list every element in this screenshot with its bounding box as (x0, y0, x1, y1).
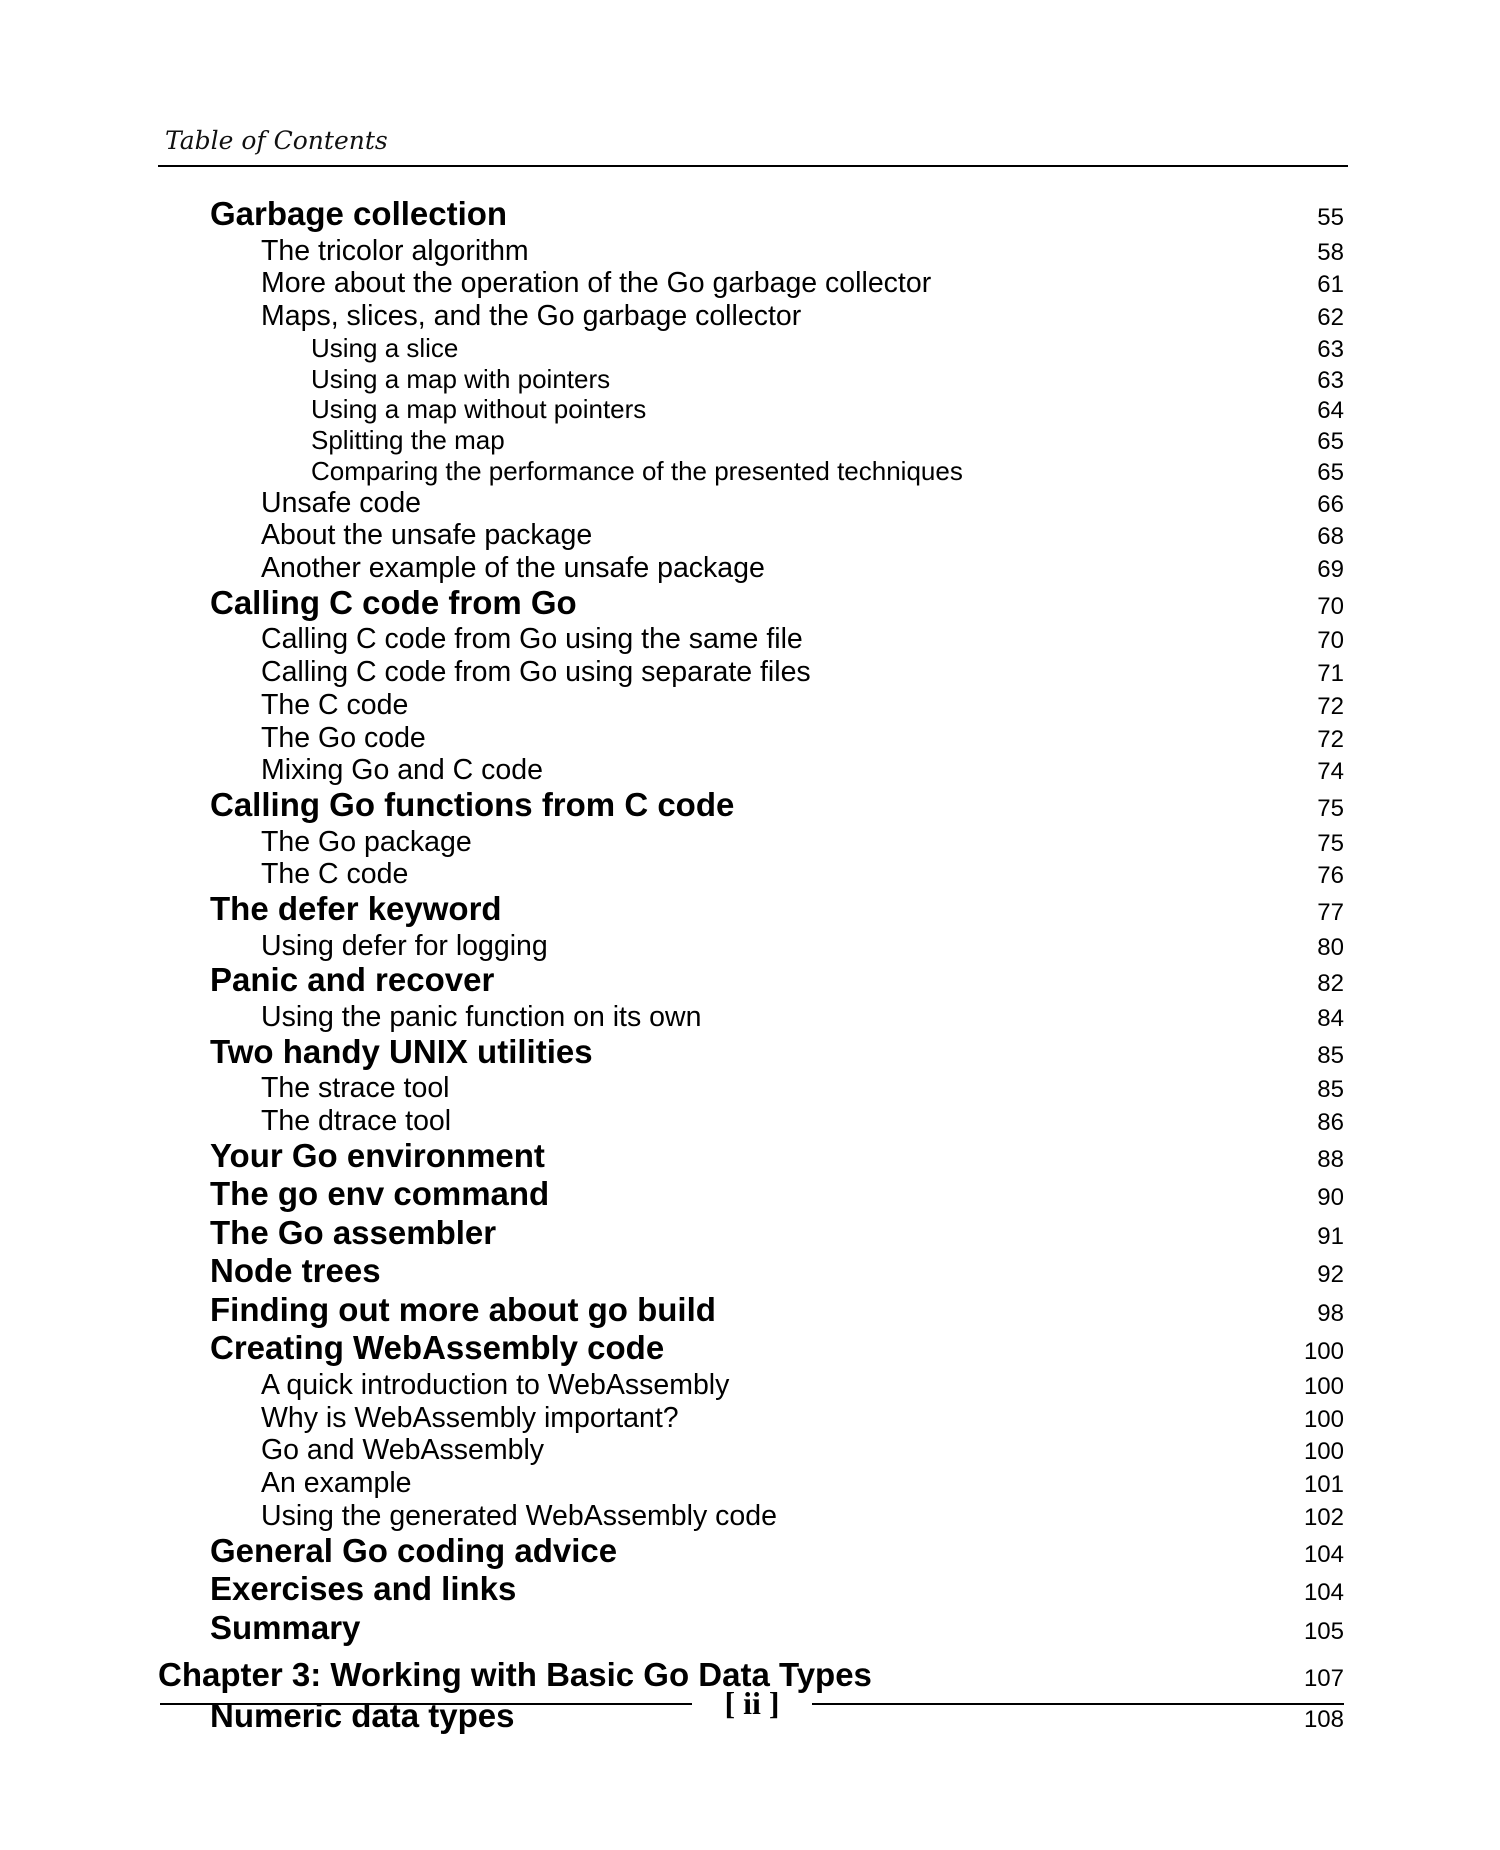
toc-entry-page-number: 74 (1317, 758, 1344, 786)
toc-entry[interactable] (158, 1370, 1344, 1403)
toc-entry[interactable] (158, 1501, 1344, 1534)
toc-entry-title: About the unsafe package (261, 519, 593, 552)
toc-entry-title: Panic and recover (210, 961, 495, 999)
toc-entry-title: The tricolor algorithm (261, 234, 529, 267)
toc-entry[interactable] (158, 1213, 1344, 1255)
toc-entry-page-number: 70 (1317, 627, 1344, 655)
toc-entry-title: Calling C code from Go (210, 583, 577, 621)
toc-entry-title: The dtrace tool (261, 1104, 452, 1137)
header-rule (158, 165, 1348, 167)
toc-entry[interactable] (158, 1331, 1344, 1370)
toc-entry-page-number: 75 (1317, 829, 1344, 857)
toc-entry[interactable] (158, 785, 1344, 827)
toc-entry-title: Splitting the map (311, 425, 505, 456)
toc-entry-page-number: 105 (1303, 1617, 1344, 1645)
toc-entry-title: Using a map with pointers (311, 363, 611, 394)
toc-entry-title: Using the panic function on its own (261, 1000, 702, 1033)
toc-entry-page-number: 77 (1317, 898, 1344, 926)
toc-entry-title: General Go coding advice (210, 1531, 618, 1569)
toc-entry-title: The Go package (261, 825, 472, 858)
toc-entry-page-number: 84 (1317, 1004, 1344, 1032)
toc-entry[interactable] (158, 301, 1344, 334)
toc-entry-page-number: 85 (1317, 1076, 1344, 1104)
toc-entry-page-number: 85 (1317, 1041, 1344, 1069)
toc-entry[interactable] (158, 1254, 1344, 1293)
toc-entry[interactable] (158, 268, 1344, 301)
toc-entry[interactable] (158, 197, 1344, 236)
toc-entry[interactable] (158, 889, 1344, 931)
toc-entry-page-number: 100 (1303, 1438, 1344, 1466)
toc-entry-page-number: 69 (1317, 556, 1344, 584)
toc-entry-page-number: 68 (1317, 523, 1344, 551)
toc-entry-title: The C code (261, 688, 409, 721)
toc-entry-page-number: 72 (1317, 725, 1344, 753)
toc-entry[interactable] (158, 520, 1344, 553)
footer-rule-right (812, 1703, 1344, 1705)
toc-entry-title: Go and WebAssembly (261, 1434, 545, 1467)
toc-entry-page-number: 75 (1317, 794, 1344, 822)
table-of-contents (158, 197, 1344, 1738)
toc-entry-title: Using a slice (311, 332, 459, 363)
toc-entry[interactable] (158, 624, 1344, 657)
page-folio: [ ii ] (724, 1685, 780, 1721)
toc-entry-page-number: 62 (1317, 304, 1344, 331)
toc-entry-title: Maps, slices, and the Go garbage collector (261, 300, 802, 332)
toc-entry-title: Mixing Go and C code (261, 754, 543, 787)
toc-entry-title: More about the operation of the Go garbage collector (261, 267, 932, 300)
toc-entry-title: The go env command (210, 1175, 550, 1213)
toc-entry-page-number: 66 (1317, 490, 1344, 518)
toc-entry-title: Two handy UNIX utilities (210, 1032, 593, 1070)
toc-entry-title: The Go assembler (210, 1213, 497, 1251)
running-header: Table of Contents (165, 126, 388, 155)
toc-entry-title: An example (261, 1467, 412, 1500)
toc-entry-page-number: 65 (1317, 428, 1344, 456)
toc-entry[interactable] (158, 1435, 1344, 1468)
toc-entry[interactable] (158, 859, 1344, 892)
toc-entry[interactable] (158, 1002, 1344, 1035)
toc-entry[interactable] (158, 488, 1344, 521)
toc-entry[interactable] (158, 1403, 1344, 1436)
toc-entry[interactable] (158, 1136, 1344, 1178)
toc-entry-title: Numeric data types (210, 1697, 515, 1735)
toc-entry-title: Finding out more about go build (210, 1290, 716, 1328)
toc-entry-page-number: 63 (1317, 366, 1344, 394)
toc-entry[interactable] (158, 426, 1344, 457)
toc-entry-title: The defer keyword (210, 889, 502, 927)
toc-entry-title: Another example of the unsafe package (261, 552, 765, 585)
toc-entry-title: Why is WebAssembly important? (261, 1401, 679, 1434)
toc-entry-title: Unsafe code (261, 486, 422, 519)
toc-entry[interactable] (158, 583, 1344, 625)
toc-entry[interactable] (158, 1290, 1344, 1332)
toc-entry[interactable] (158, 553, 1344, 586)
toc-entry-page-number: 100 (1303, 1373, 1344, 1401)
toc-entry-page-number: 65 (1317, 458, 1344, 486)
toc-entry-page-number: 58 (1317, 238, 1344, 266)
toc-entry-title: Calling Go functions from C code (210, 785, 735, 823)
toc-entry-page-number: 100 (1303, 1405, 1344, 1433)
toc-entry[interactable] (158, 236, 1344, 269)
toc-entry-title: Comparing the performance of the presented techniques (311, 455, 963, 486)
toc-entry-page-number: 61 (1317, 271, 1344, 299)
toc-entry-page-number: 100 (1303, 1338, 1344, 1366)
toc-entry-page-number: 108 (1303, 1706, 1344, 1734)
toc-entry-page-number: 76 (1317, 862, 1344, 890)
toc-entry-page-number: 98 (1317, 1299, 1344, 1327)
footer-rule-left (160, 1703, 692, 1705)
toc-entry-page-number: 70 (1317, 592, 1344, 620)
toc-entry-page-number: 64 (1317, 397, 1344, 425)
toc-entry-title: The Go code (261, 721, 426, 754)
toc-entry[interactable] (158, 1572, 1344, 1611)
toc-entry-page-number: 107 (1303, 1665, 1344, 1693)
toc-entry[interactable] (158, 1608, 1344, 1650)
toc-entry[interactable] (158, 334, 1344, 365)
toc-entry[interactable] (158, 1468, 1344, 1501)
toc-entry[interactable] (158, 827, 1344, 860)
toc-entry[interactable] (158, 690, 1344, 723)
toc-entry-title: Exercises and links (210, 1570, 517, 1608)
toc-entry-title: Garbage collection (210, 195, 508, 232)
toc-entry-page-number: 92 (1317, 1261, 1344, 1289)
toc-entry[interactable] (158, 931, 1344, 964)
toc-entry-page-number: 82 (1317, 970, 1344, 998)
toc-entry-title: The C code (261, 858, 409, 891)
toc-entry-title: Calling C code from Go using separate files (261, 656, 811, 689)
toc-entry-page-number: 104 (1303, 1579, 1344, 1607)
toc-entry-title: The strace tool (261, 1072, 450, 1105)
toc-entry-page-number: 90 (1317, 1184, 1344, 1212)
toc-entry-title: Summary (210, 1608, 361, 1646)
toc-entry-title: Using defer for logging (261, 929, 548, 962)
toc-entry-title: Your Go environment (210, 1136, 545, 1174)
toc-entry-page-number: 72 (1317, 692, 1344, 720)
toc-entry[interactable] (158, 1531, 1344, 1573)
toc-entry-title: A quick introduction to WebAssembly (261, 1369, 730, 1402)
toc-entry-page-number: 71 (1317, 660, 1344, 688)
toc-entry-page-number: 101 (1303, 1471, 1344, 1499)
toc-entry[interactable] (158, 657, 1344, 690)
toc-entry-page-number: 104 (1303, 1540, 1344, 1568)
toc-entry[interactable] (158, 963, 1344, 1002)
toc-entry-page-number: 55 (1317, 204, 1344, 231)
toc-entry-page-number: 91 (1317, 1222, 1344, 1250)
toc-entry-title: Using the generated WebAssembly code (261, 1499, 777, 1532)
toc-entry-title: Calling C code from Go using the same file (261, 623, 803, 656)
toc-entry[interactable] (158, 1032, 1344, 1074)
toc-entry[interactable] (158, 723, 1344, 756)
toc-entry-page-number: 86 (1317, 1108, 1344, 1136)
toc-entry-title: Creating WebAssembly code (210, 1329, 665, 1367)
toc-entry[interactable] (158, 755, 1344, 788)
toc-entry-page-number: 88 (1317, 1145, 1344, 1173)
toc-entry[interactable] (158, 457, 1344, 488)
toc-entry-page-number: 102 (1303, 1503, 1344, 1531)
toc-entry-title: Node trees (210, 1252, 381, 1290)
toc-entry[interactable] (158, 395, 1344, 426)
toc-entry-title: Chapter 3: Working with Basic Go Data Types (158, 1656, 872, 1694)
toc-entry[interactable] (158, 1073, 1344, 1106)
toc-entry-page-number: 63 (1317, 335, 1344, 363)
toc-entry[interactable] (158, 1177, 1344, 1216)
toc-entry-page-number: 80 (1317, 933, 1344, 961)
toc-entry[interactable] (158, 1106, 1344, 1139)
toc-entry-title: Using a map without pointers (311, 394, 647, 425)
toc-entry[interactable] (158, 365, 1344, 396)
